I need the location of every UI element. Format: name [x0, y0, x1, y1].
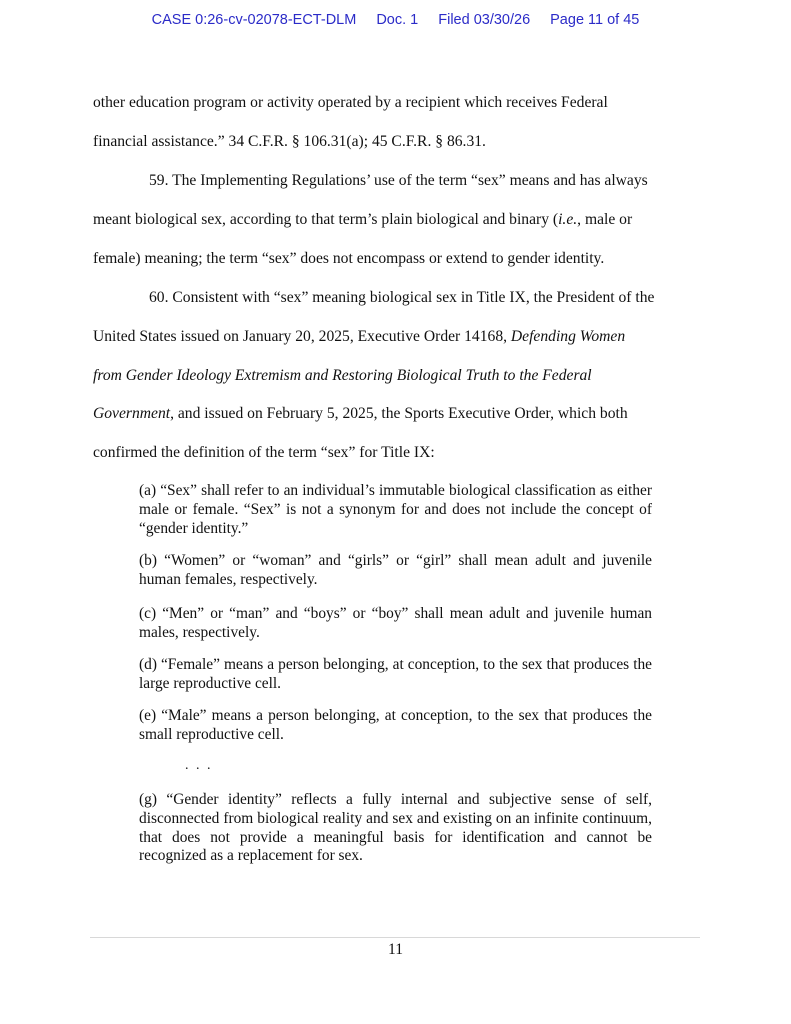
block-quote-e: (e) “Male” means a person belonging, at conception, to the sex that produces the small reproductive cell.	[139, 707, 652, 743]
block-quote-c: (c) “Men” or “man” and “boys” or “boy” shall mean adult and juvenile human males, respectively.	[139, 605, 652, 641]
body-line: other education program or activity operated by a recipient which receives Federal	[93, 94, 608, 111]
body-line: meant biological sex, according to that term’s plain biological and binary (i.e., male or	[93, 211, 633, 228]
block-quote-a: (a) “Sex” shall refer to an individual’s immutable biological classification as either male or female. “Sex” is not a synonym for and does not include the concept of “gender identity.”	[139, 482, 652, 537]
page-number: 11	[387, 941, 403, 958]
body-line: financial assistance.” 34 C.F.R. § 106.31(a); 45 C.F.R. § 86.31.	[93, 133, 486, 150]
block-quote-b: (b) “Women” or “woman” and “girls” or “girl” shall mean adult and juvenile human females, respectively.	[139, 552, 652, 588]
body-line: United States issued on January 20, 2025, Executive Order 14168, Defending Women	[93, 328, 626, 345]
paragraph-59: 59. The Implementing Regulations’ use of the term “sex” means and has always	[149, 172, 648, 189]
body-line: confirmed the definition of the term “sex” for Title IX:	[93, 444, 435, 461]
block-quote-d: (d) “Female” means a person belonging, at conception, to the sex that produces the large reproductive cell.	[139, 656, 652, 692]
body-line: female) meaning; the term “sex” does not encompass or extend to gender identity.	[93, 250, 605, 267]
page-of-total: Page 11 of 45	[550, 12, 640, 28]
omission-ellipsis: . . .	[185, 758, 213, 773]
block-quote-g: (g) “Gender identity” reflects a fully internal and subjective sense of self, disconnected from biological reality and sex and existing on an infinite continuum, that does not provide a meaningful basis for identification and cannot be recognized as a replacement for sex.	[139, 791, 652, 865]
case-number: CASE 0:26-cv-02078-ECT-DLM	[151, 12, 357, 28]
paragraph-60: 60. Consistent with “sex” meaning biological sex in Title IX, the President of the	[149, 289, 655, 306]
ecf-header	[0, 12, 791, 28]
doc-number: Doc. 1	[376, 12, 419, 28]
body-line: from Gender Ideology Extremism and Restoring Biological Truth to the Federal	[93, 367, 592, 384]
body-line: Government, and issued on February 5, 2025, the Sports Executive Order, which both	[93, 405, 628, 422]
footer-divider	[90, 937, 700, 938]
filed-date: Filed 03/30/26	[438, 12, 531, 28]
